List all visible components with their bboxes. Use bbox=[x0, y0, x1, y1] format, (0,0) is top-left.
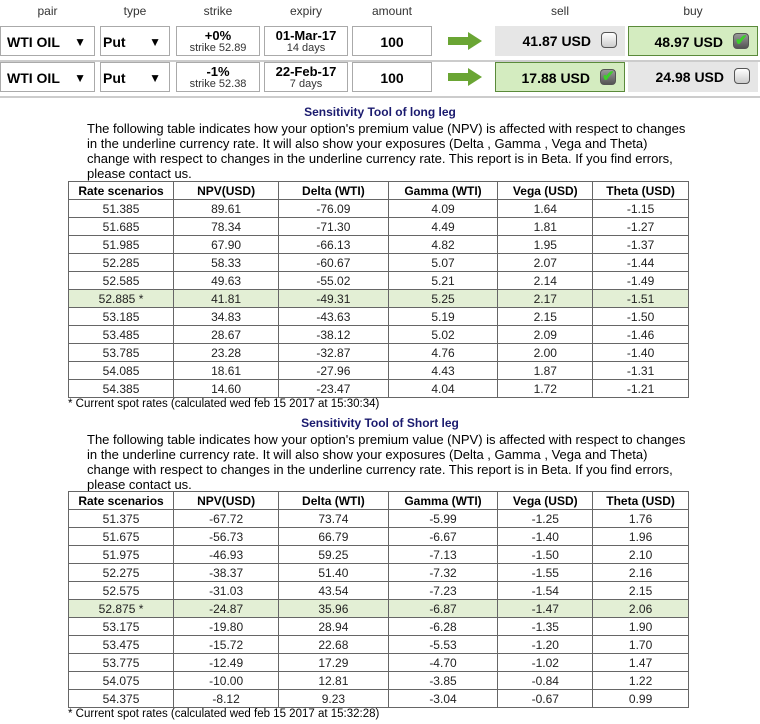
table-cell: 2.17 bbox=[498, 290, 593, 308]
table-cell: 51.375 bbox=[69, 510, 174, 528]
table-cell: -23.47 bbox=[279, 380, 389, 398]
table-cell: 52.275 bbox=[69, 564, 174, 582]
table-cell: -19.80 bbox=[174, 618, 279, 636]
table-row bbox=[69, 380, 689, 398]
table-cell: 1.72 bbox=[498, 380, 593, 398]
table-cell: -1.51 bbox=[593, 290, 689, 308]
table-cell: -7.23 bbox=[388, 582, 498, 600]
table-cell: 14.60 bbox=[174, 380, 279, 398]
table-cell: 4.09 bbox=[388, 200, 498, 218]
expiry-date: 01-Mar-17 bbox=[275, 28, 337, 43]
table-cell: 35.96 bbox=[279, 600, 388, 618]
table-cell: -5.99 bbox=[388, 510, 498, 528]
table-cell: -1.40 bbox=[593, 344, 689, 362]
table-cell: 54.075 bbox=[69, 672, 174, 690]
table-cell: 2.10 bbox=[593, 546, 689, 564]
table-cell: 73.74 bbox=[279, 510, 388, 528]
table-cell: -24.87 bbox=[174, 600, 279, 618]
expiry-date: 22-Feb-17 bbox=[275, 64, 337, 79]
table-cell: -1.50 bbox=[593, 308, 689, 326]
buy-option[interactable] bbox=[628, 62, 758, 92]
table-cell: 1.87 bbox=[498, 362, 593, 380]
type-value: Put bbox=[103, 70, 126, 86]
table-cell: 53.485 bbox=[69, 326, 174, 344]
table-cell: 52.875 * bbox=[69, 600, 174, 618]
table-cell: 52.285 bbox=[69, 254, 174, 272]
table-cell: -1.02 bbox=[498, 654, 593, 672]
table-cell: 2.16 bbox=[593, 564, 689, 582]
table-cell: 2.09 bbox=[498, 326, 593, 344]
table-cell: 4.04 bbox=[388, 380, 498, 398]
spot-rate-row bbox=[69, 600, 689, 618]
table-cell: 1.90 bbox=[593, 618, 689, 636]
column-header: Gamma (WTI) bbox=[388, 182, 498, 200]
table-cell: -1.21 bbox=[593, 380, 689, 398]
table-cell: -4.70 bbox=[388, 654, 498, 672]
table-row bbox=[69, 200, 689, 218]
strike-value: strike 52.89 bbox=[189, 42, 247, 54]
expiry-days: 14 days bbox=[286, 42, 326, 54]
table-cell: -12.49 bbox=[174, 654, 279, 672]
table-cell: 2.14 bbox=[498, 272, 593, 290]
table-cell: 0.99 bbox=[593, 690, 689, 708]
pair-value: WTI OIL bbox=[7, 34, 60, 50]
table-cell: -66.13 bbox=[279, 236, 389, 254]
table-cell: -1.55 bbox=[498, 564, 593, 582]
table-cell: -1.31 bbox=[593, 362, 689, 380]
table-cell: 54.375 bbox=[69, 690, 174, 708]
table-cell: -49.31 bbox=[279, 290, 389, 308]
table-row bbox=[69, 582, 689, 600]
table-cell: -3.04 bbox=[388, 690, 498, 708]
table-header-row bbox=[69, 492, 689, 510]
spot-rate-row bbox=[69, 290, 689, 308]
separator bbox=[0, 96, 760, 98]
pair-value: WTI OIL bbox=[7, 70, 60, 86]
table-cell: 53.475 bbox=[69, 636, 174, 654]
table-cell: -1.46 bbox=[593, 326, 689, 344]
table-cell: -6.28 bbox=[388, 618, 498, 636]
table-cell: -3.85 bbox=[388, 672, 498, 690]
short-leg-description: The following table indicates how your option's premium value (NPV) is affected with respect to changes in the underline currency rate. It will also show your exposures (Delta , Gamma , Vega and Theta) change with respect to changes in the underline currency rate. This report is in Beta. If you find errors, please contact us. bbox=[87, 432, 686, 492]
table-cell: 54.385 bbox=[69, 380, 174, 398]
table-cell: 2.00 bbox=[498, 344, 593, 362]
sell-price: 41.87 USD bbox=[522, 33, 591, 49]
buy-option[interactable] bbox=[628, 26, 758, 56]
header-buy: buy bbox=[683, 4, 703, 18]
table-cell: -43.63 bbox=[279, 308, 389, 326]
table-cell: 54.085 bbox=[69, 362, 174, 380]
table-cell: 4.82 bbox=[388, 236, 498, 254]
table-row bbox=[69, 308, 689, 326]
long-leg-title: Sensitivity Tool of long leg bbox=[304, 105, 456, 119]
strike-value: strike 52.38 bbox=[189, 78, 247, 90]
table-cell: -1.20 bbox=[498, 636, 593, 654]
table-cell: 1.47 bbox=[593, 654, 689, 672]
chevron-down-icon: ▼ bbox=[74, 71, 86, 85]
table-row bbox=[69, 254, 689, 272]
table-cell: 67.90 bbox=[174, 236, 279, 254]
buy-price: 24.98 USD bbox=[655, 69, 724, 85]
buy-price: 48.97 USD bbox=[654, 34, 723, 50]
table-cell: 2.15 bbox=[498, 308, 593, 326]
table-row bbox=[69, 546, 689, 564]
short-leg-title: Sensitivity Tool of Short leg bbox=[301, 416, 459, 430]
table-cell: 51.40 bbox=[279, 564, 388, 582]
table-cell: 66.79 bbox=[279, 528, 388, 546]
sell-checkbox[interactable] bbox=[600, 69, 616, 85]
table-cell: -0.84 bbox=[498, 672, 593, 690]
table-row bbox=[69, 672, 689, 690]
expiry-field[interactable] bbox=[264, 26, 348, 56]
header-strike: strike bbox=[203, 4, 233, 18]
chevron-down-icon: ▼ bbox=[74, 35, 86, 49]
table-cell: 59.25 bbox=[279, 546, 388, 564]
expiry-days: 7 days bbox=[289, 78, 323, 90]
header-pair: pair bbox=[37, 4, 58, 18]
table-cell: 1.76 bbox=[593, 510, 689, 528]
table-cell: 5.21 bbox=[388, 272, 498, 290]
header-expiry: expiry bbox=[289, 4, 322, 18]
table-cell: -0.67 bbox=[498, 690, 593, 708]
table-cell: 5.19 bbox=[388, 308, 498, 326]
type-select[interactable] bbox=[100, 62, 170, 92]
table-cell: 12.81 bbox=[279, 672, 388, 690]
table-cell: -31.03 bbox=[174, 582, 279, 600]
table-cell: 53.185 bbox=[69, 308, 174, 326]
leg-row bbox=[0, 24, 760, 58]
header-sell: sell bbox=[550, 4, 569, 18]
table-cell: -1.49 bbox=[593, 272, 689, 290]
strike-field[interactable] bbox=[176, 26, 260, 56]
table-cell: -55.02 bbox=[279, 272, 389, 290]
table-cell: 23.28 bbox=[174, 344, 279, 362]
table-row bbox=[69, 344, 689, 362]
table-cell: 1.22 bbox=[593, 672, 689, 690]
table-cell: 53.775 bbox=[69, 654, 174, 672]
column-header: Delta (WTI) bbox=[279, 492, 388, 510]
table-cell: -1.37 bbox=[593, 236, 689, 254]
table-cell: -1.40 bbox=[498, 528, 593, 546]
table-cell: 17.29 bbox=[279, 654, 388, 672]
table-cell: 49.63 bbox=[174, 272, 279, 290]
short-leg-table bbox=[68, 491, 689, 708]
column-header: Vega (USD) bbox=[498, 492, 593, 510]
table-cell: -1.54 bbox=[498, 582, 593, 600]
table-cell: -10.00 bbox=[174, 672, 279, 690]
amount-value: 100 bbox=[380, 70, 404, 86]
table-cell: 51.385 bbox=[69, 200, 174, 218]
table-cell: -8.12 bbox=[174, 690, 279, 708]
table-cell: 51.975 bbox=[69, 546, 174, 564]
table-cell: -71.30 bbox=[279, 218, 389, 236]
table-cell: 78.34 bbox=[174, 218, 279, 236]
table-cell: -7.13 bbox=[388, 546, 498, 564]
amount-value: 100 bbox=[380, 34, 404, 50]
table-cell: 41.81 bbox=[174, 290, 279, 308]
sell-option[interactable] bbox=[495, 26, 625, 56]
long-leg-footnote: * Current spot rates (calculated wed feb 15 2017 at 15:30:34) bbox=[68, 398, 380, 410]
type-select[interactable] bbox=[100, 26, 170, 56]
buy-checkbox[interactable] bbox=[733, 33, 749, 49]
sell-price: 17.88 USD bbox=[521, 70, 590, 86]
type-value: Put bbox=[103, 34, 126, 50]
column-header: NPV(USD) bbox=[174, 182, 279, 200]
sell-option[interactable] bbox=[495, 62, 625, 92]
arrow-right-icon bbox=[448, 32, 482, 50]
table-cell: -1.50 bbox=[498, 546, 593, 564]
table-row bbox=[69, 510, 689, 528]
table-cell: -1.47 bbox=[498, 600, 593, 618]
table-cell: -7.32 bbox=[388, 564, 498, 582]
table-cell: 1.70 bbox=[593, 636, 689, 654]
table-cell: -1.27 bbox=[593, 218, 689, 236]
table-row bbox=[69, 236, 689, 254]
table-cell: -27.96 bbox=[279, 362, 389, 380]
header-amount: amount bbox=[371, 4, 413, 18]
table-cell: -46.93 bbox=[174, 546, 279, 564]
table-cell: -60.67 bbox=[279, 254, 389, 272]
table-cell: -1.35 bbox=[498, 618, 593, 636]
table-cell: 51.675 bbox=[69, 528, 174, 546]
column-header: Delta (WTI) bbox=[279, 182, 389, 200]
table-row bbox=[69, 362, 689, 380]
column-header: Gamma (WTI) bbox=[388, 492, 498, 510]
short-leg-footnote: * Current spot rates (calculated wed feb 15 2017 at 15:32:28) bbox=[68, 708, 380, 720]
table-row bbox=[69, 218, 689, 236]
table-cell: 52.575 bbox=[69, 582, 174, 600]
table-cell: -38.12 bbox=[279, 326, 389, 344]
amount-input[interactable] bbox=[352, 62, 432, 92]
table-cell: 1.96 bbox=[593, 528, 689, 546]
table-cell: 5.02 bbox=[388, 326, 498, 344]
table-cell: 28.94 bbox=[279, 618, 388, 636]
table-cell: 89.61 bbox=[174, 200, 279, 218]
pair-select[interactable] bbox=[0, 62, 95, 92]
table-cell: 4.76 bbox=[388, 344, 498, 362]
header-type: type bbox=[123, 4, 147, 18]
table-cell: 58.33 bbox=[174, 254, 279, 272]
long-leg-table bbox=[68, 181, 689, 398]
table-row bbox=[69, 690, 689, 708]
table-cell: 43.54 bbox=[279, 582, 388, 600]
arrow-right-icon bbox=[448, 68, 482, 86]
chevron-down-icon: ▼ bbox=[149, 71, 161, 85]
table-cell: -38.37 bbox=[174, 564, 279, 582]
strike-field[interactable] bbox=[176, 62, 260, 92]
table-row bbox=[69, 528, 689, 546]
table-cell: -1.25 bbox=[498, 510, 593, 528]
table-cell: 4.49 bbox=[388, 218, 498, 236]
table-row bbox=[69, 636, 689, 654]
table-row bbox=[69, 564, 689, 582]
table-cell: 2.15 bbox=[593, 582, 689, 600]
table-cell: -32.87 bbox=[279, 344, 389, 362]
table-cell: 52.585 bbox=[69, 272, 174, 290]
table-cell: 51.685 bbox=[69, 218, 174, 236]
table-cell: 22.68 bbox=[279, 636, 388, 654]
table-cell: 53.175 bbox=[69, 618, 174, 636]
expiry-field[interactable] bbox=[264, 62, 348, 92]
strike-percent: -1% bbox=[206, 64, 230, 79]
table-cell: 1.81 bbox=[498, 218, 593, 236]
table-cell: 18.61 bbox=[174, 362, 279, 380]
table-cell: 5.07 bbox=[388, 254, 498, 272]
table-cell: 34.83 bbox=[174, 308, 279, 326]
strike-percent: +0% bbox=[204, 28, 232, 43]
table-row bbox=[69, 272, 689, 290]
table-cell: -1.15 bbox=[593, 200, 689, 218]
long-leg-description: The following table indicates how your option's premium value (NPV) is affected with respect to changes in the underline currency rate. It will also show your exposures (Delta , Gamma , Vega and Theta) change with respect to changes in the underline currency rate. This report is in Beta. If you find errors, please contact us. bbox=[87, 121, 686, 181]
column-header: Vega (USD) bbox=[498, 182, 593, 200]
table-cell: -6.67 bbox=[388, 528, 498, 546]
amount-input[interactable] bbox=[352, 26, 432, 56]
table-cell: 1.64 bbox=[498, 200, 593, 218]
table-cell: 9.23 bbox=[279, 690, 388, 708]
table-cell: -6.87 bbox=[388, 600, 498, 618]
table-cell: -67.72 bbox=[174, 510, 279, 528]
table-cell: 2.07 bbox=[498, 254, 593, 272]
sell-checkbox[interactable] bbox=[601, 32, 617, 48]
chevron-down-icon: ▼ bbox=[149, 35, 161, 49]
table-row bbox=[69, 618, 689, 636]
table-cell: 1.95 bbox=[498, 236, 593, 254]
table-cell: 51.985 bbox=[69, 236, 174, 254]
table-cell: -15.72 bbox=[174, 636, 279, 654]
table-header-row bbox=[69, 182, 689, 200]
table-cell: 28.67 bbox=[174, 326, 279, 344]
table-cell: -5.53 bbox=[388, 636, 498, 654]
leg-row bbox=[0, 60, 760, 94]
table-cell: -1.44 bbox=[593, 254, 689, 272]
pair-select[interactable] bbox=[0, 26, 95, 56]
table-row bbox=[69, 654, 689, 672]
table-row bbox=[69, 326, 689, 344]
column-header: Rate scenarios bbox=[69, 492, 174, 510]
table-cell: 5.25 bbox=[388, 290, 498, 308]
table-cell: 53.785 bbox=[69, 344, 174, 362]
column-header: Rate scenarios bbox=[69, 182, 174, 200]
column-header: NPV(USD) bbox=[174, 492, 279, 510]
column-header: Theta (USD) bbox=[593, 492, 689, 510]
table-cell: -76.09 bbox=[279, 200, 389, 218]
buy-checkbox[interactable] bbox=[734, 68, 750, 84]
table-cell: 4.43 bbox=[388, 362, 498, 380]
table-cell: 2.06 bbox=[593, 600, 689, 618]
column-header: Theta (USD) bbox=[593, 182, 689, 200]
table-cell: 52.885 * bbox=[69, 290, 174, 308]
table-cell: -56.73 bbox=[174, 528, 279, 546]
